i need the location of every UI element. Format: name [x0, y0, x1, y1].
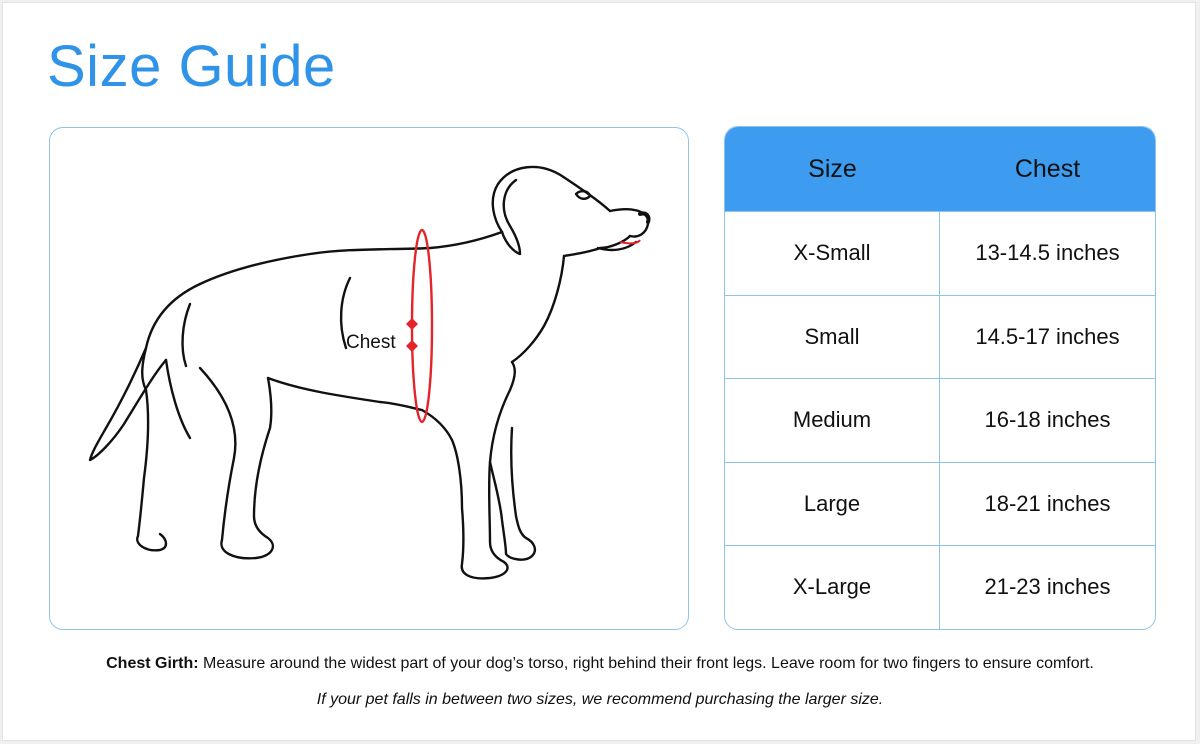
chest-cell: 21-23 inches [984, 574, 1111, 600]
table-row [725, 462, 1155, 546]
chest-marker-icon-top [406, 318, 418, 330]
note-text: Measure around the widest part of your dog’s torso, right behind their front legs. Leave room for two fingers to ensure comfort. [198, 655, 1094, 672]
table-row [725, 295, 1155, 379]
header-size: Size [808, 154, 857, 183]
table-header [725, 127, 1155, 211]
table-row [725, 545, 1155, 629]
size-cell: Large [725, 463, 940, 546]
sizing-advice: If your pet falls in between two sizes, we recommend purchasing the larger size. [316, 691, 884, 708]
chest-label: Chest [346, 332, 396, 353]
chest-cell: 16-18 inches [984, 407, 1111, 433]
dog-illustration [50, 128, 690, 631]
note-label: Chest Girth: [106, 655, 199, 672]
chest-cell: 14.5-17 inches [975, 323, 1120, 349]
page-title: Size Guide [47, 34, 336, 99]
table-row [725, 211, 1155, 295]
chest-girth-note [3, 655, 1197, 673]
size-cell: X-Small [725, 212, 940, 295]
size-chart-table [724, 126, 1156, 630]
table-row [725, 378, 1155, 462]
size-cell: Medium [725, 379, 940, 462]
dog-outline [90, 167, 649, 578]
size-cell: X-Large [725, 546, 940, 629]
chest-cell: 18-21 inches [984, 490, 1111, 516]
chest-marker-icon-bottom [406, 340, 418, 352]
size-guide-page [2, 2, 1196, 741]
header-chest: Chest [1014, 154, 1081, 183]
dog-illustration-panel [49, 127, 689, 630]
chest-cell: 13-14.5 inches [975, 240, 1120, 266]
size-cell: Small [725, 296, 940, 379]
